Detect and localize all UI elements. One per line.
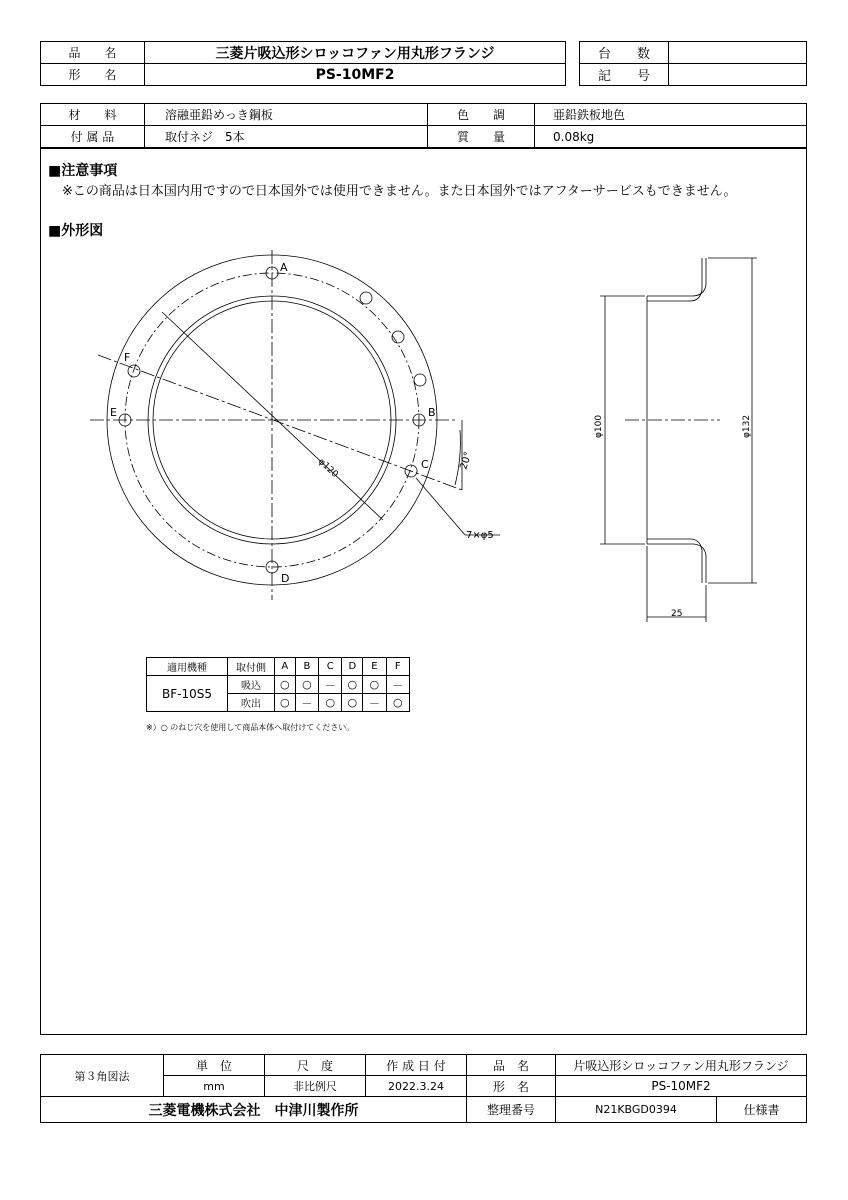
usage-cell: ○ — [386, 694, 409, 712]
usage-row-side: 吸込 — [228, 676, 275, 694]
label-c: C — [421, 458, 429, 471]
angled-centerline — [98, 355, 462, 490]
label-b: B — [428, 406, 436, 419]
usage-col-b: B — [295, 658, 318, 676]
daisu-label: 台 数 — [580, 42, 669, 64]
footer-product-model: PS-10MF2 — [556, 1076, 807, 1097]
hole-extra-1 — [360, 292, 372, 304]
usage-cell: ○ — [295, 676, 318, 694]
usage-cell: － — [319, 676, 342, 694]
usage-header-model: 適用機種 — [147, 658, 228, 676]
usage-cell: － — [295, 694, 318, 712]
label-d: D — [281, 572, 290, 585]
dim-132-label: φ132 — [742, 414, 752, 438]
label-a: A — [280, 261, 288, 274]
hole-leader — [416, 478, 465, 535]
weight-label: 質 量 — [428, 126, 535, 148]
hole-f — [128, 365, 140, 377]
projection-method: 第３角図法 — [41, 1055, 164, 1097]
hinmei-value: 三菱片吸込形シロッコファン用丸形フランジ — [145, 42, 566, 64]
usage-col-c: C — [319, 658, 342, 676]
usage-cell: ○ — [275, 676, 296, 694]
unit-value: mm — [164, 1076, 265, 1097]
doc-type: 仕様書 — [717, 1097, 807, 1123]
usage-col-e: E — [363, 658, 386, 676]
usage-cell: ○ — [342, 676, 363, 694]
hole-extra-3 — [414, 374, 426, 386]
label-e: E — [110, 406, 117, 419]
material-label: 材 料 — [41, 104, 145, 126]
usage-header-side: 取付側 — [228, 658, 275, 676]
footer-katamei-label: 形 名 — [467, 1076, 556, 1097]
usage-cell: － — [386, 676, 409, 694]
usage-model: BF-10S5 — [147, 676, 228, 712]
side-top-flange — [647, 258, 706, 296]
accessory-label: 付 属 品 — [41, 126, 145, 148]
side-top-flange-inner — [647, 258, 702, 301]
dim-angle-label: 20° — [458, 450, 475, 471]
scale-value: 非比例尺 — [265, 1076, 366, 1097]
unit-label: 単 位 — [164, 1055, 265, 1076]
footer-hinmei-label: 品 名 — [467, 1055, 556, 1076]
kigo-label: 記 号 — [580, 64, 669, 86]
accessory-value: 取付ネジ 5本 — [145, 126, 428, 148]
angle-arc — [455, 430, 460, 485]
footer-product-name: 片吸込形シロッコファン用丸形フランジ — [556, 1055, 807, 1076]
color-value: 亜鉛鉄板地色 — [535, 104, 807, 126]
katamei-value: PS-10MF2 — [145, 64, 566, 86]
drawing-title: ■外形図 — [48, 223, 104, 239]
material-value: 溶融亜鉛めっき鋼板 — [145, 104, 428, 126]
ref-value: N21KBGD0394 — [556, 1097, 717, 1123]
dim-25-label: 25 — [671, 609, 683, 619]
ref-label: 整理番号 — [467, 1097, 556, 1123]
caution-title: ■注意事項 — [48, 163, 118, 179]
usage-col-d: D — [342, 658, 363, 676]
color-label: 色 調 — [428, 104, 535, 126]
usage-col-a: A — [275, 658, 296, 676]
label-f: F — [124, 351, 131, 364]
dim-holes-label: 7×φ5 — [466, 530, 494, 541]
side-bottom-flange-inner — [647, 539, 702, 583]
usage-cell: ○ — [275, 694, 296, 712]
katamei-label: 形 名 — [41, 64, 145, 86]
dim-line-120 — [162, 312, 383, 520]
usage-cell: ○ — [363, 676, 386, 694]
usage-cell: ○ — [342, 694, 363, 712]
usage-cell: ○ — [319, 694, 342, 712]
usage-table — [146, 657, 410, 712]
hinmei-label: 品 名 — [41, 42, 145, 64]
scale-label: 尺 度 — [265, 1055, 366, 1076]
side-bottom-flange — [647, 544, 706, 583]
date-label: 作 成 日 付 — [366, 1055, 467, 1076]
caution-text: ※この商品は日本国内用ですので日本国外では使用できません。また日本国外ではアフターサービスもできません。 — [62, 184, 737, 199]
usage-footnote: ※）○ のねじ穴を使用して商品本体へ取付けてください。 — [146, 723, 355, 732]
usage-row-side: 吹出 — [228, 694, 275, 712]
company-name: 三菱電機株式会社 中津川製作所 — [41, 1097, 467, 1123]
dim-100-label: φ100 — [594, 414, 604, 438]
date-value: 2022.3.24 — [366, 1076, 467, 1097]
dim-120-label: φ120 — [315, 456, 340, 480]
footer-table — [40, 1054, 807, 1123]
usage-col-f: F — [386, 658, 409, 676]
weight-value: 0.08kg — [535, 126, 807, 148]
usage-cell: － — [363, 694, 386, 712]
